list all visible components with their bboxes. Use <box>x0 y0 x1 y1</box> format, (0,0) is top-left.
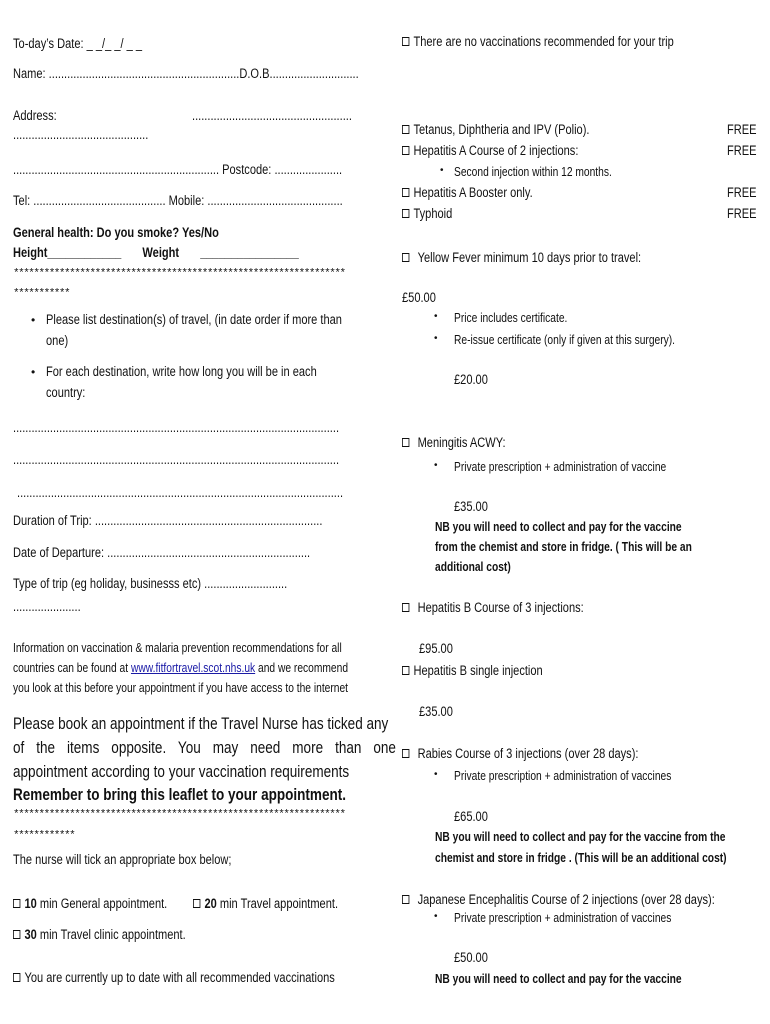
info-text: you look at this before your appointment if you have access to the internet <box>13 681 349 695</box>
checkbox-icon[interactable] <box>402 209 409 218</box>
yellow-fever-price: £50.00 <box>402 290 436 305</box>
meningitis-nb: NB you will need to collect and pay for the vaccine <box>435 520 682 534</box>
instruction-duration-cont: country: <box>46 385 86 400</box>
departure-field: Date of Departure: .................................................................. <box>13 545 311 560</box>
japanese-encephalitis-option[interactable]: Japanese Encephalitis Course of 2 injections (over 28 days): <box>402 892 715 908</box>
up-to-date-option[interactable]: You are currently up to date with all recommended vaccinations <box>13 970 335 986</box>
bullet: • <box>31 313 36 327</box>
separator-stars: ************ <box>13 830 75 842</box>
checkbox-icon[interactable] <box>402 125 409 134</box>
hepatitis-b-single-option[interactable]: Hepatitis B single injection <box>402 663 543 679</box>
fitfortravel-link[interactable]: www.fitfortravel.scot.nhs.uk <box>130 661 256 675</box>
meningitis-nb: from the chemist and store in fridge. ( This will be an <box>435 540 692 554</box>
bullet: • <box>31 365 36 379</box>
rabies-option[interactable]: Rabies Course of 3 injections (over 28 days): <box>402 746 638 762</box>
address-dots-line: ............................................ <box>13 127 149 142</box>
hepatitis-b-option[interactable]: Hepatitis B Course of 3 injections: <box>402 600 584 616</box>
address-label: Address: <box>13 108 57 123</box>
japanese-encephalitis-note: Private prescription + administration of vaccines <box>454 911 672 925</box>
checkbox-icon[interactable] <box>402 603 409 612</box>
meningitis-nb: additional cost) <box>435 560 511 574</box>
yellow-fever-reissue-price: £20.00 <box>454 372 488 387</box>
rabies-nb: chemist and store in fridge . (This will be an additional cost) <box>435 851 727 865</box>
checkbox-icon[interactable] <box>193 899 200 908</box>
address-dots-line: .................................................... <box>192 108 352 123</box>
japanese-encephalitis-price: £50.00 <box>454 950 488 965</box>
separator-stars: ***************************************************************** <box>13 809 345 821</box>
bullet: • <box>440 165 444 176</box>
tetanus-option[interactable]: Tetanus, Diphtheria and IPV (Polio). <box>402 122 589 138</box>
typhoid-price: FREE <box>727 206 757 221</box>
checkbox-icon[interactable] <box>402 666 409 675</box>
hepatitis-a-booster-price: FREE <box>727 185 757 200</box>
checkbox-icon[interactable] <box>402 253 409 262</box>
checkbox-icon[interactable] <box>402 146 409 155</box>
booking-instruction: Please book an appointment if the Travel Nurse has ticked any <box>13 715 389 733</box>
checkbox-icon[interactable] <box>402 37 409 46</box>
meningitis-option[interactable]: Meningitis ACWY: <box>402 435 506 451</box>
bullet: • <box>434 769 438 780</box>
destination-line: .......................................................................................................... <box>13 452 340 467</box>
instruction-duration: For each destination, write how long you will be in each <box>46 364 317 379</box>
bullet: • <box>434 333 438 344</box>
destination-line: .......................................................................................................... <box>13 420 340 435</box>
checkbox-icon[interactable] <box>402 895 409 904</box>
name-dob-field: Name: ..............................................................D.O.B............................. <box>13 66 359 81</box>
duration-field: Duration of Trip: .......................................................................... <box>13 513 323 528</box>
meningitis-note: Private prescription + administration of vaccine <box>454 460 667 474</box>
appointment-30-option[interactable]: 30 min Travel clinic appointment. <box>13 927 186 943</box>
bullet: • <box>434 911 438 922</box>
destination-line: .......................................................................................................... <box>17 485 344 500</box>
checkbox-icon[interactable] <box>13 930 20 939</box>
trip-type-dots: ...................... <box>13 599 81 614</box>
tetanus-price: FREE <box>727 122 757 137</box>
checkbox-icon[interactable] <box>402 749 409 758</box>
hepatitis-b-price: £95.00 <box>419 641 453 656</box>
height-weight-field: Height____________ Weight ________________ <box>13 245 299 260</box>
yellow-fever-option[interactable]: Yellow Fever minimum 10 days prior to travel: <box>402 250 641 266</box>
rabies-price: £65.00 <box>454 809 488 824</box>
checkbox-icon[interactable] <box>13 899 20 908</box>
separator-stars: *********** <box>13 288 70 300</box>
postcode-field: ................................................................... Postcode: ...................... <box>13 162 343 177</box>
hepatitis-b-single-price: £35.00 <box>419 704 453 719</box>
remember-leaflet-note: Remember to bring this leaflet to your appointment. <box>13 786 347 804</box>
rabies-nb: NB you will need to collect and pay for the vaccine from the <box>435 830 726 844</box>
rabies-note: Private prescription + administration of vaccines <box>454 769 672 783</box>
typhoid-option[interactable]: Typhoid <box>402 206 452 222</box>
meningitis-price: £35.00 <box>454 499 488 514</box>
yellow-fever-note: Price includes certificate. <box>454 311 568 325</box>
bullet: • <box>434 311 438 322</box>
checkbox-icon[interactable] <box>402 438 409 447</box>
hepatitis-a-note: Second injection within 12 months. <box>454 165 612 179</box>
yellow-fever-reissue-note: Re-issue certificate (only if given at this surgery). <box>454 333 676 347</box>
nurse-tick-instruction: The nurse will tick an appropriate box below; <box>13 852 232 867</box>
booking-instruction: appointment according to your vaccination requirements <box>13 763 350 781</box>
instruction-destinations-cont: one) <box>46 333 69 348</box>
hepatitis-a-booster-option[interactable]: Hepatitis A Booster only. <box>402 185 533 201</box>
todays-date-field: To-day’s Date: _ _/_ _/ _ _ <box>13 36 143 51</box>
hepatitis-a-price: FREE <box>727 143 757 158</box>
info-text: countries can be found at www.fitfortravel.scot.nhs.uk and we recommend <box>13 661 349 675</box>
checkbox-icon[interactable] <box>13 973 20 982</box>
tel-mobile-field: Tel: ........................................... Mobile: ............................................ <box>13 193 343 208</box>
appointment-20-option[interactable]: 20 min Travel appointment. <box>193 896 338 912</box>
bullet: • <box>434 460 438 471</box>
checkbox-icon[interactable] <box>402 188 409 197</box>
hepatitis-a-option[interactable]: Hepatitis A Course of 2 injections: <box>402 143 578 159</box>
separator-stars: ***************************************************************** <box>13 268 345 280</box>
trip-type-field: Type of trip (eg holiday, businesss etc) ........................... <box>13 576 288 591</box>
instruction-destinations: Please list destination(s) of travel, (in date order if more than <box>46 312 342 327</box>
japanese-encephalitis-nb: NB you will need to collect and pay for the vaccine <box>435 972 682 986</box>
info-text: Information on vaccination & malaria prevention recommendations for all <box>13 641 342 655</box>
booking-instruction: of the items opposite. You may need more than one <box>13 739 396 757</box>
appointment-10-option[interactable]: 10 min General appointment. <box>13 896 167 912</box>
no-vaccinations-option[interactable]: There are no vaccinations recommended for your trip <box>402 34 674 50</box>
general-health-question: General health: Do you smoke? Yes/No <box>13 225 219 240</box>
